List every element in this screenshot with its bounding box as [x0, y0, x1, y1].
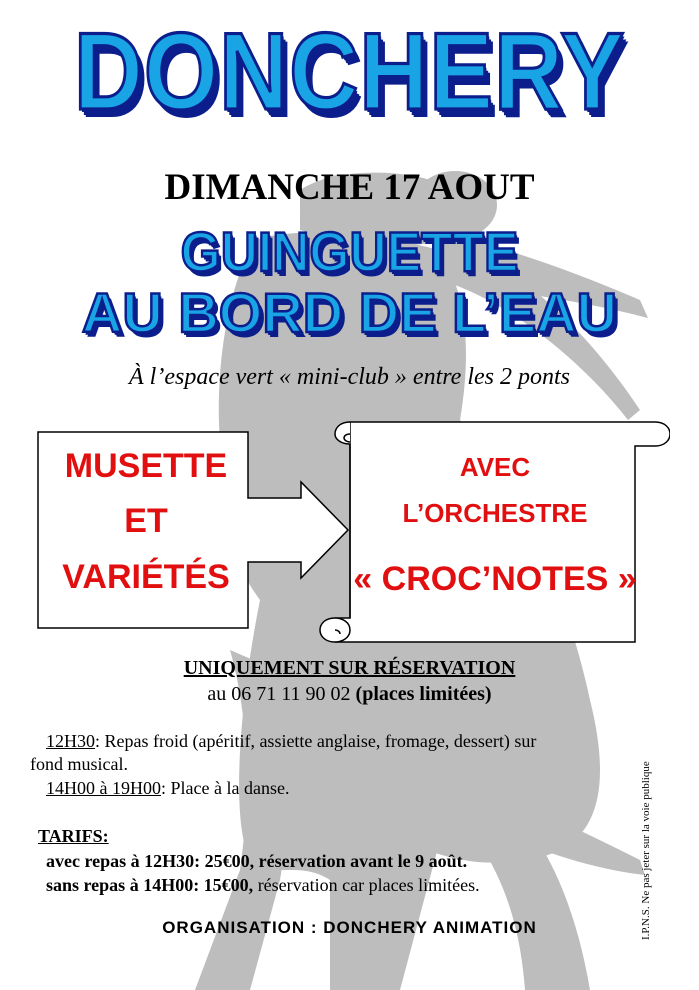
tarif-note: réservation car places limitées. — [253, 875, 480, 895]
program-text: : Repas froid (apéritif, assiette anglaise, fromage, dessert) sur — [95, 731, 537, 751]
program-item — [46, 730, 636, 753]
orchestra-line2: L’ORCHESTRE — [402, 498, 588, 528]
legal-notice: I.P.N.S. Ne pas jeter sur la voie publique — [640, 761, 652, 940]
phone-number: au 06 71 11 90 02 — [207, 683, 351, 705]
page-title: DONCHERY — [73, 11, 626, 133]
program-item — [46, 777, 289, 800]
program-item-continued: fond musical. — [30, 754, 128, 774]
event-location: À l’espace vert « mini-club » entre les 2 ponts — [129, 364, 570, 390]
orchestra-name: « CROC’NOTES » — [353, 560, 637, 598]
tarif-price: sans repas à 14H00: 15€00, — [46, 875, 254, 895]
program-text: : Place à la danse. — [161, 778, 290, 798]
places-limited-note: (places limitées) — [355, 683, 492, 705]
music-genre-line2: ET — [124, 502, 168, 540]
music-genre-line1: MUSETTE — [64, 447, 228, 485]
reservation-phone — [0, 683, 699, 706]
event-date: DIMANCHE 17 AOUT — [164, 167, 535, 208]
event-name-line1: GUINGUETTE — [180, 220, 519, 283]
orchestra-line1: AVEC — [459, 452, 531, 482]
program-time: 14H00 à 19H00 — [46, 778, 161, 798]
tarif-line-without-meal — [46, 874, 480, 897]
tarifs-title: TARIFS: — [38, 826, 109, 846]
event-name-line2: AU BORD DE L’EAU — [81, 281, 618, 344]
program-time: 12H30 — [46, 731, 95, 751]
reservation-title: UNIQUEMENT SUR RÉSERVATION — [183, 657, 516, 679]
tarif-line-with-meal: avec repas à 12H30: 25€00, réservation avant le 9 août. — [46, 851, 468, 871]
music-genre-line3: VARIÉTÉS — [62, 558, 230, 596]
organizer: ORGANISATION : DONCHERY ANIMATION — [162, 918, 537, 937]
